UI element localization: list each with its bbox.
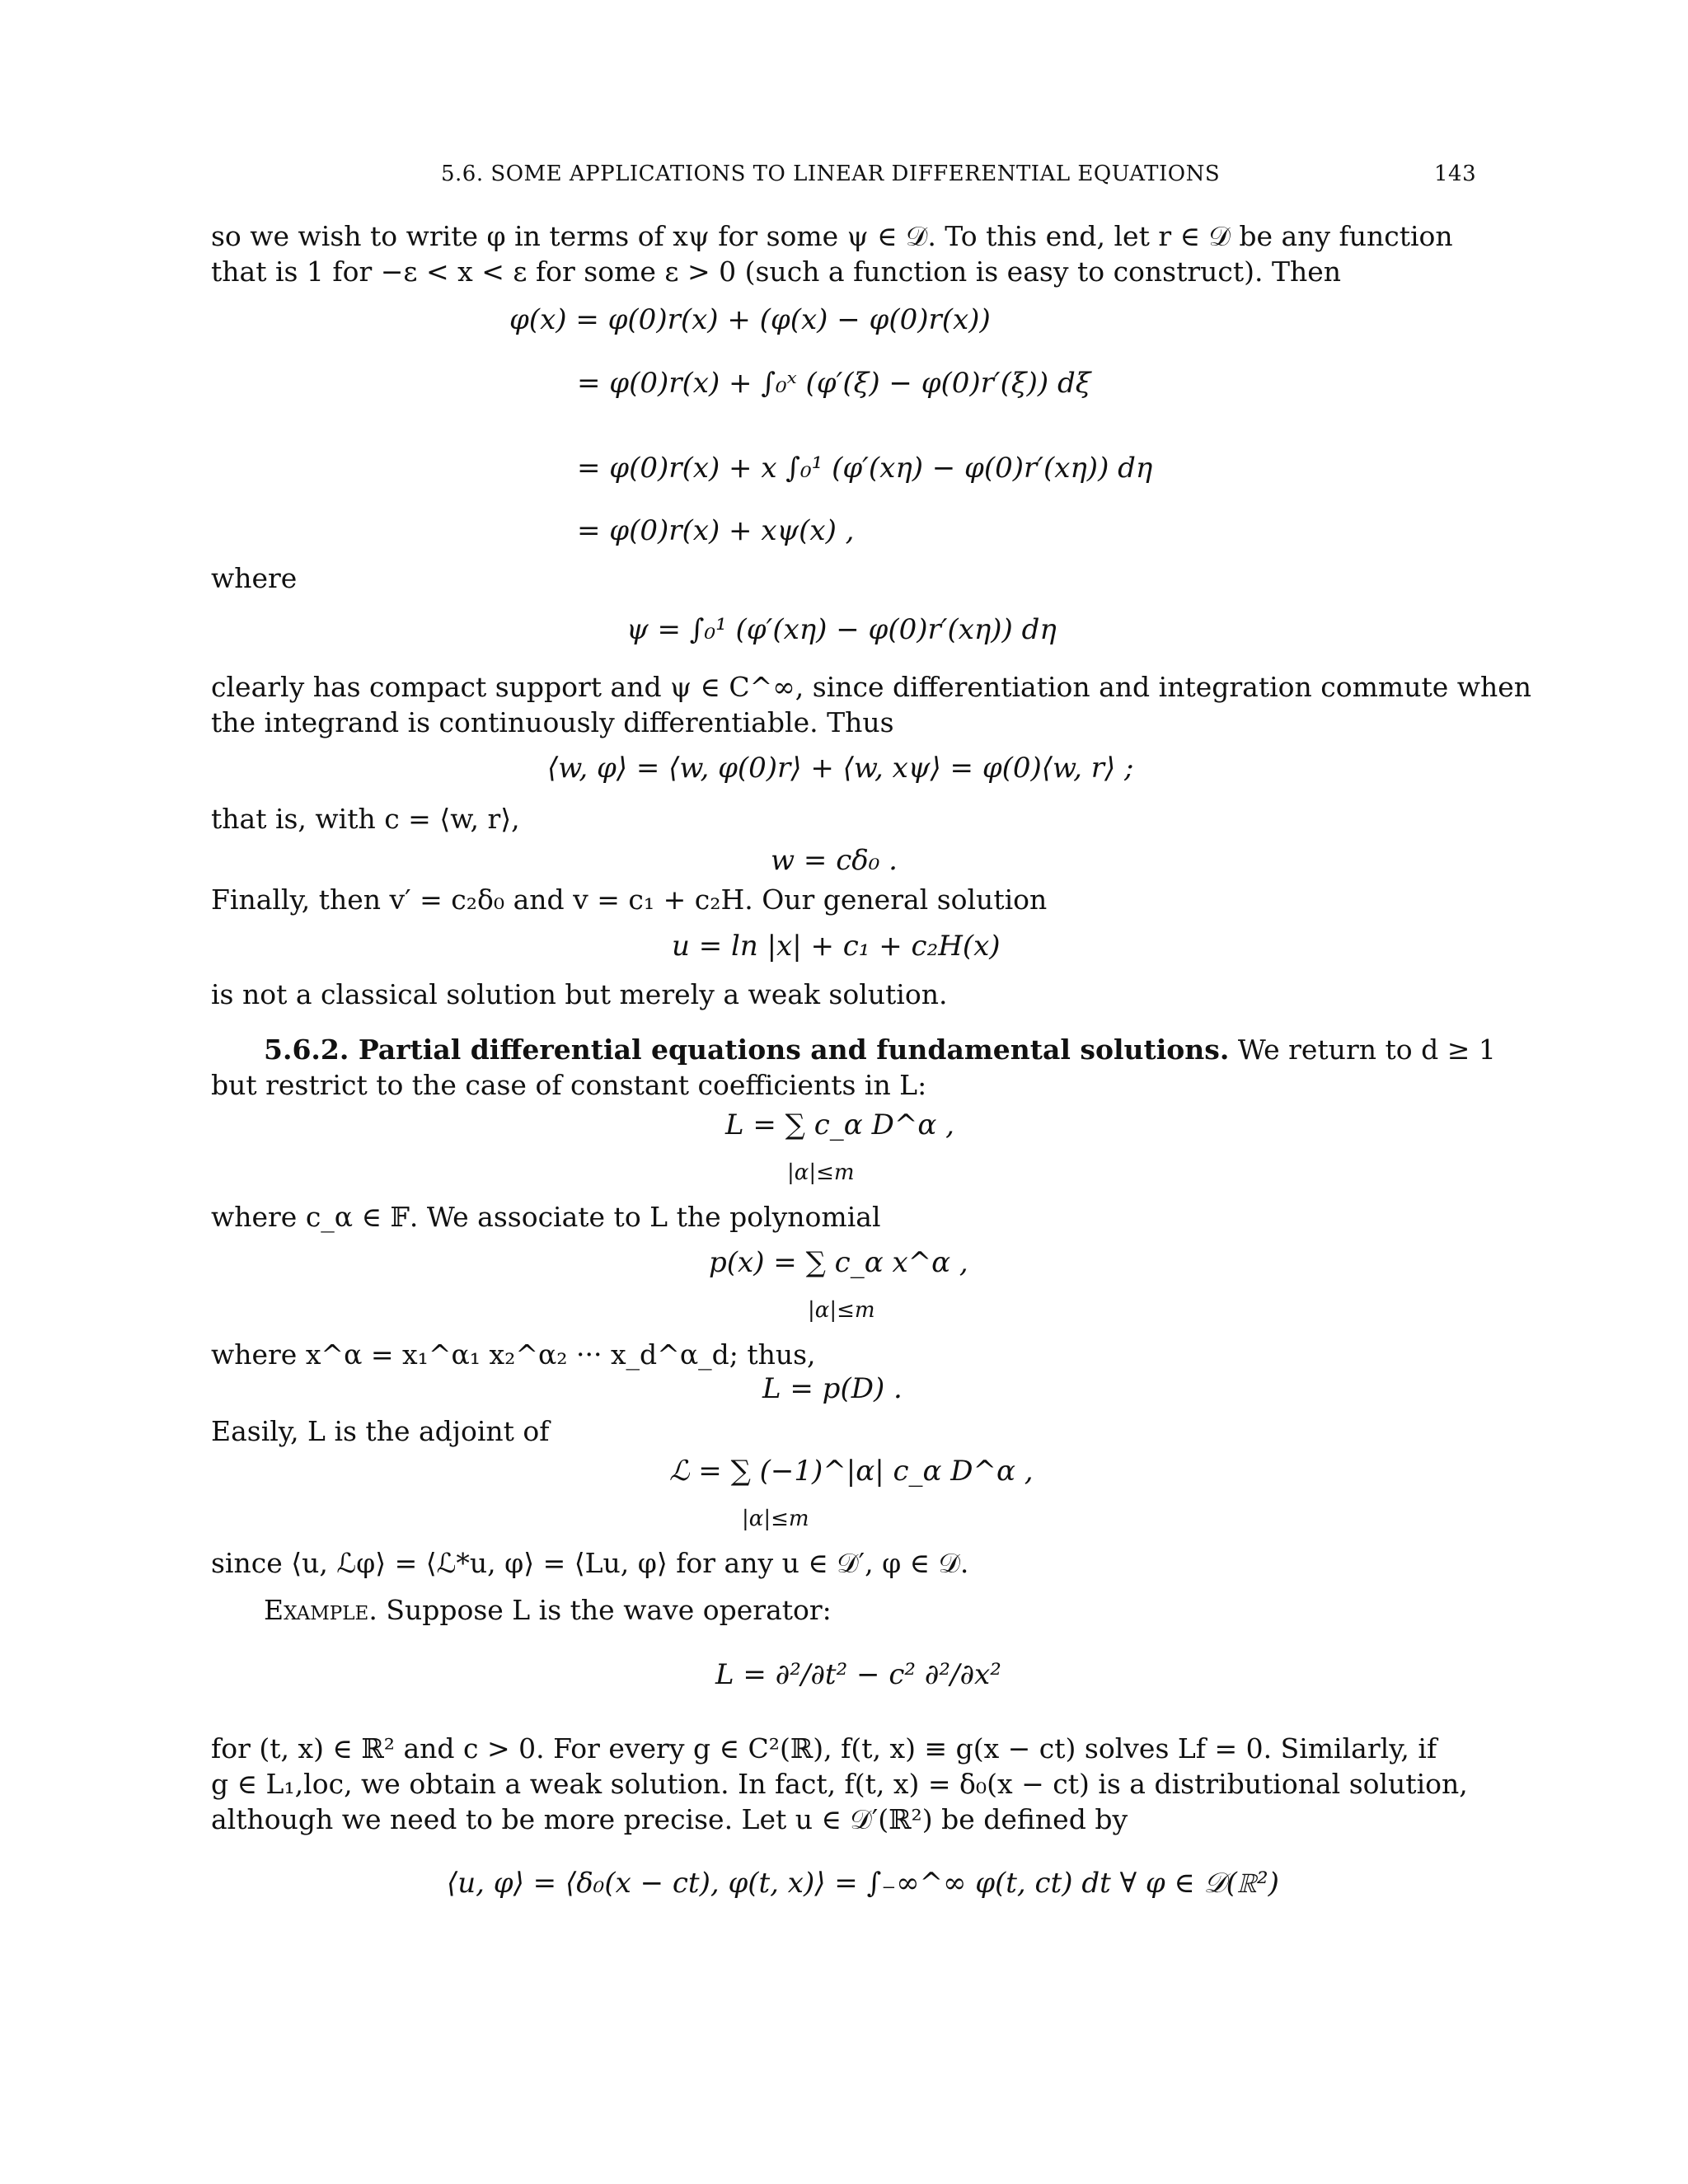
paragraph-line: g ∈ L₁,loc, we obtain a weak solution. In fact, f(t, x) = δ₀(x − ct) is a distributional solution, [211,1768,1468,1800]
paragraph-line: Finally, then v′ = c₂δ₀ and v = c₁ + c₂H. Our general solution [211,883,1048,916]
running-header-title: 5.6. SOME APPLICATIONS TO LINEAR DIFFERENTIAL EQUATIONS [441,162,1221,186]
paragraph-line: so we wish to write φ in terms of xψ for some ψ ∈ 𝒟. To this end, let r ∈ 𝒟 be any function [211,220,1453,252]
equation-line: = φ(0)r(x) + xψ(x) , [577,514,855,547]
example-line [264,1592,1474,1628]
paragraph-line: Easily, L is the adjoint of [211,1415,550,1447]
paragraph-line: where c_α ∈ 𝔽. We associate to L the polynomial [211,1201,881,1233]
equation-line: L = ∂²/∂t² − c² ∂²/∂x² [715,1658,1001,1691]
paragraph-line: the integrand is continuously differentiable. Thus [211,706,894,738]
summation-subscript: |α|≤m [808,1298,875,1323]
equation-line: w = cδ₀ . [771,844,898,877]
paragraph-line: clearly has compact support and ψ ∈ C^∞, since differentiation and integration commute when [211,671,1532,703]
equation-line: L = p(D) . [762,1372,903,1405]
equation-line: = φ(0)r(x) + ∫₀ˣ (φ′(ξ) − φ(0)r′(ξ)) dξ [577,367,1091,400]
example-text: Suppose L is the wave operator: [386,1594,832,1626]
equation-line: ⟨w, φ⟩ = ⟨w, φ(0)r⟩ + ⟨w, xψ⟩ = φ(0)⟨w, r⟩ ; [547,752,1134,785]
paragraph-line: that is 1 for −ε < x < ε for some ε > 0 (such a function is easy to construct). Then [211,255,1342,288]
example-label: Example. [264,1594,377,1626]
equation-line: L = ∑ c_α D^α , [725,1108,954,1141]
summation-subscript: |α|≤m [787,1160,855,1185]
paragraph-line: although we need to be more precise. Let u ∈ 𝒟′(ℝ²) be defined by [211,1803,1128,1835]
section-heading-continuation: We return to d ≥ 1 [1237,1033,1496,1066]
paragraph-line: since ⟨u, ℒφ⟩ = ⟨ℒ*u, φ⟩ = ⟨Lu, φ⟩ for any u ∈ 𝒟′, φ ∈ 𝒟. [211,1547,969,1579]
section-heading-line [264,1032,1496,1067]
equation-line: = φ(0)r(x) + x ∫₀¹ (φ′(xη) − φ(0)r′(xη)) dη [577,452,1153,485]
paragraph-line: where x^α = x₁^α₁ x₂^α₂ ··· x_d^α_d; thus, [211,1338,816,1371]
page-number: 143 [1434,162,1477,186]
paragraph-line: but restrict to the case of constant coefficients in L: [211,1069,927,1101]
paragraph-line: for (t, x) ∈ ℝ² and c > 0. For every g ∈ C²(ℝ), f(t, x) ≡ g(x − ct) solves Lf = 0. Similarly, if [211,1732,1437,1765]
equation-line: p(x) = ∑ c_α x^α , [709,1246,968,1279]
equation-line: ψ = ∫₀¹ (φ′(xη) − φ(0)r′(xη)) dη [626,613,1057,646]
equation-line: ℒ = ∑ (−1)^|α| c_α D^α , [669,1455,1034,1488]
paragraph-line: that is, with c = ⟨w, r⟩, [211,803,520,835]
summation-subscript: |α|≤m [742,1507,809,1531]
paragraph-line: is not a classical solution but merely a weak solution. [211,978,948,1010]
equation-line: φ(x) = φ(0)r(x) + (φ(x) − φ(0)r(x)) [509,303,991,336]
equation-line: ⟨u, φ⟩ = ⟨δ₀(x − ct), φ(t, x)⟩ = ∫₋∞^∞ φ(t, ct) dt ∀ φ ∈ 𝒟(ℝ²) [447,1867,1279,1900]
paragraph-line: where [211,562,298,594]
section-heading: 5.6.2. Partial differential equations and fundamental solutions. [264,1033,1230,1066]
equation-line: u = ln |x| + c₁ + c₂H(x) [672,930,1001,963]
